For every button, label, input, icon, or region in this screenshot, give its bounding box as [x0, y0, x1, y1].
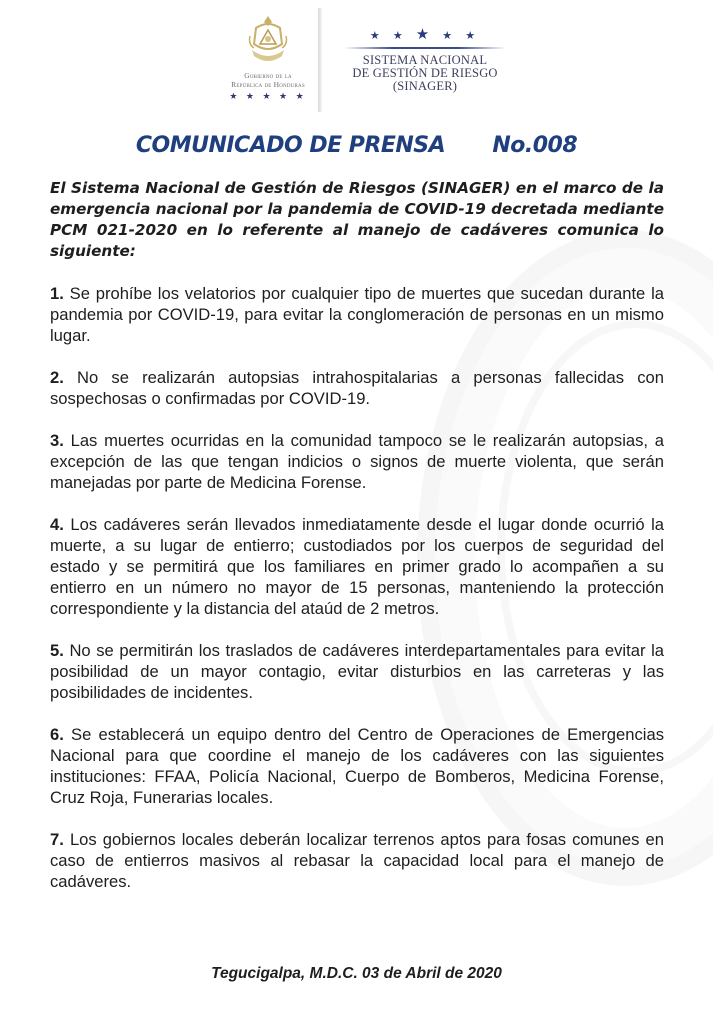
- list-item: [50, 514, 664, 619]
- item-number: 2.: [50, 368, 64, 387]
- item-text: Se establecerá un equipo dentro del Centro de Operaciones de Emergencias Nacional para que coordine el manejo de los cadáveres con las siguientes instituciones: FFAA, Policía Nacional, Cuerpo de Bomberos, Medicina Forense, Cruz Roja, Funerarias locales.: [50, 725, 664, 807]
- item-text: No se realizarán autopsias intrahospitalarias a personas fallecidas con sospechosas o confirmadas por COVID-19.: [50, 368, 664, 408]
- gov-logo-line1: Gobierno de la: [244, 71, 292, 80]
- sinager-line2: DE GESTIÓN DE RIESGO: [352, 66, 498, 80]
- page-title: [0, 133, 713, 158]
- coat-of-arms-icon: [246, 14, 290, 68]
- list-item: [50, 367, 664, 409]
- sinager-rule: [344, 47, 506, 49]
- list-item: [50, 724, 664, 808]
- item-number: 5.: [50, 641, 64, 660]
- sinager-stars-icon: [340, 28, 510, 43]
- item-number: 7.: [50, 830, 64, 849]
- government-logo: [222, 14, 314, 102]
- stars-right-icon: ★ ★: [442, 30, 481, 42]
- title-label: COMUNICADO DE PRENSA: [135, 133, 446, 158]
- place-date: Tegucigalpa, M.D.C. 03 de Abril de 2020: [211, 965, 502, 982]
- item-text: Los cadáveres serán llevados inmediatamente desde el lugar donde ocurrió la muerte, a su lugar de entierro; custodiados por los cuerpos de seguridad del estado y se permitirá que los familiares en primer grado lo acompañen a su entierro en un número no mayor de 15 personas, manteniendo la protección correspondiente y la distancia del ataúd de 2 metros.: [50, 515, 664, 618]
- item-text: No se permitirán los traslados de cadáveres interdepartamentales para evitar la posibilidad de un mayor contagio, evitar disturbios en las carreteras y las posibilidades de incidentes.: [50, 641, 664, 702]
- star-big-icon: ★: [415, 26, 435, 43]
- list-item: [50, 430, 664, 493]
- stars-left-icon: ★ ★: [369, 30, 408, 42]
- list-item: [50, 640, 664, 703]
- item-number: 4.: [50, 515, 64, 534]
- sinager-line3: (SINAGER): [392, 79, 458, 93]
- sinager-line1: SISTEMA NACIONAL: [362, 53, 488, 67]
- item-number: 6.: [50, 725, 64, 744]
- communique-number: No.008: [492, 133, 578, 158]
- letterhead: [0, 0, 713, 118]
- gov-stars-icon: ★ ★ ★ ★ ★: [229, 91, 307, 101]
- list-item: [50, 283, 664, 346]
- item-text: Las muertes ocurridas en la comunidad tampoco se le realizarán autopsias, a excepción de las que tengan indicios o signos de muerte violenta, que serán manejadas por parte de Medicina Forense.: [50, 431, 664, 492]
- item-text: Se prohíbe los velatorios por cualquier tipo de muertes que sucedan durante la pandemia por COVID-19, para evitar la conglomeración de personas en un mismo lugar.: [50, 284, 664, 345]
- item-text: Los gobiernos locales deberán localizar terrenos aptos para fosas comunes en caso de entierros masivos al rebasar la capacidad local para el manejo de cadáveres.: [50, 830, 664, 891]
- item-number: 3.: [50, 431, 64, 450]
- sinager-logo: [340, 28, 510, 93]
- logo-divider: [318, 8, 322, 112]
- gov-logo-line2: República de Honduras: [231, 80, 305, 89]
- communique-body: [50, 178, 664, 892]
- list-item: [50, 829, 664, 892]
- intro-paragraph: El Sistema Nacional de Gestión de Riesgos (SINAGER) en el marco de la emergencia nacional por la pandemia de COVID-19 decretada mediante PCM 021-2020 en lo referente al manejo de cadáveres comunica lo siguiente:: [50, 179, 664, 260]
- item-number: 1.: [50, 284, 64, 303]
